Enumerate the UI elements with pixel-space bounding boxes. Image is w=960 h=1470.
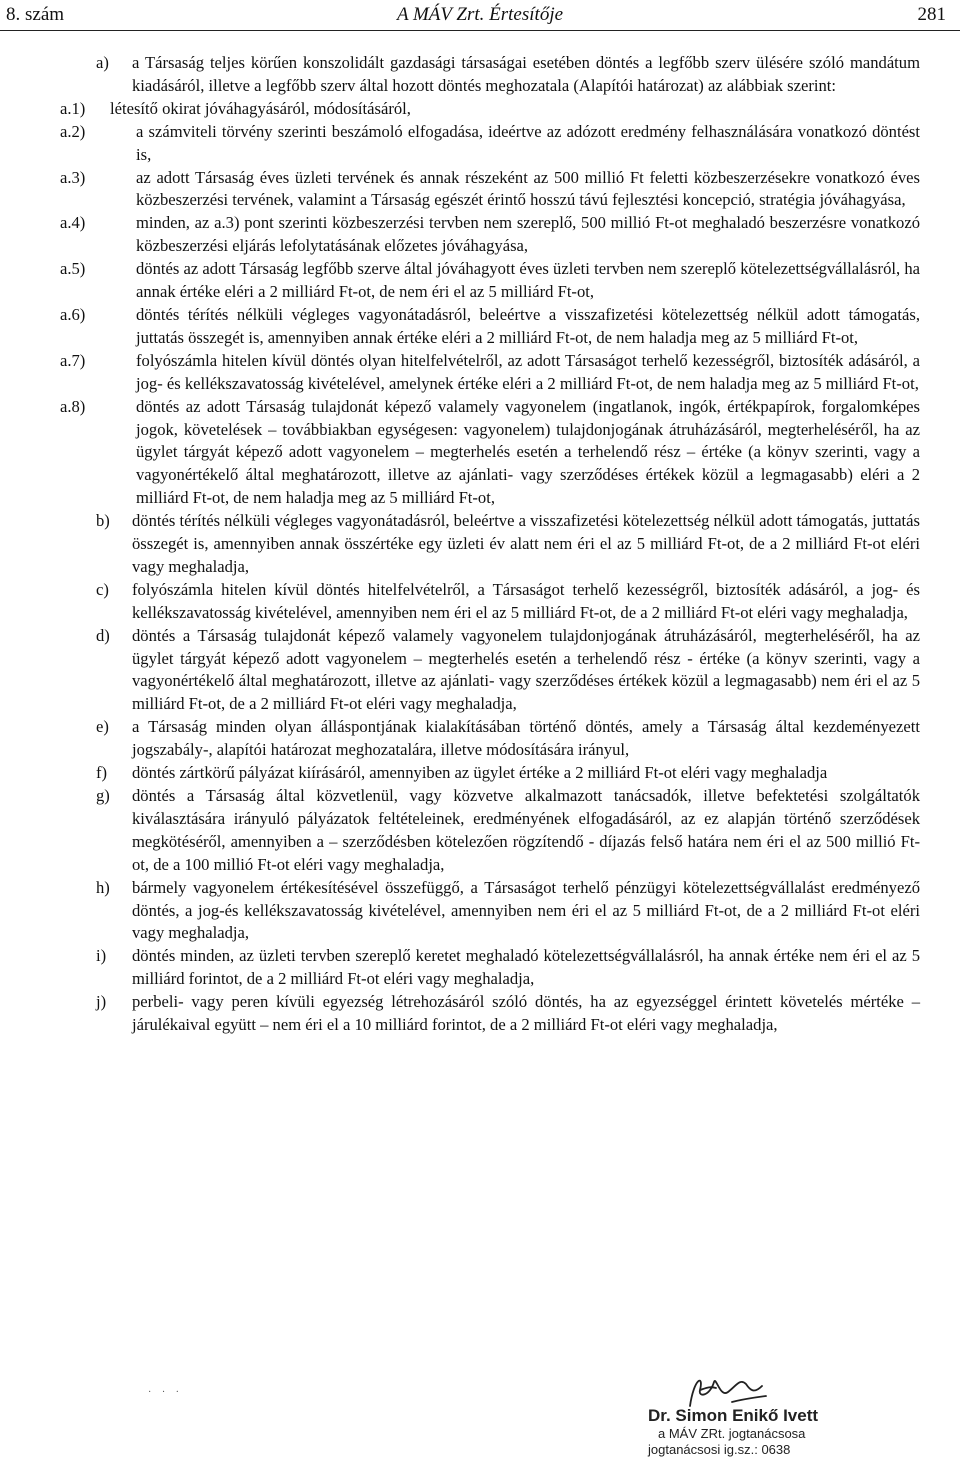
item-text: folyószámla hitelen kívül döntés olyan hitelfelvételről, az adott Társaságot terhelő kezességről, biztosíték adásáról, a jog- és kellékszavatosság kivételével, amelynek értéke eléri a 2 milliárd Ft-ot, de nem haladja meg az 5 milliárd Ft-ot, (136, 350, 920, 393)
item-text: döntés térítés nélküli végleges vagyonátadásról, beleértve a visszafizetési kötelezettség nélkül adott támogatás, juttatás összegét is, amennyiben annak összértéke egy üzleti év alatt nem éri el az 5 milliárd Ft-ot, de a 2 milliárd Ft-ot eléri vagy meghaladja, (132, 511, 920, 576)
item-label: a.3) (60, 167, 86, 187)
item-text: döntés térítés nélküli végleges vagyonátadásról, beleértve a visszafizetési kötelezettség nélkül adott támogatás, juttatás összegét is, amennyiben annak értéke eléri a 2 milliárd Ft-ot, de nem haladja meg az 5 milliárd Ft-ot, (136, 304, 920, 347)
list-item (96, 510, 920, 579)
list-item (60, 98, 920, 121)
item-label: c) (96, 579, 109, 599)
item-text: a Társaság teljes körűen konszolidált gazdasági társaságai esetében döntés a legfőbb szerv ülésére szóló mandátum kiadásáról, illetve a legfőbb szerv által hozott döntés meghozatala (Alapítói határozat) az alábbiak szerint: (132, 53, 920, 95)
item-text: a számviteli törvény szerinti beszámoló elfogadása, ideértve az adózott eredmény felhasználására vonatkozó döntést is, (136, 121, 920, 164)
list-item (60, 396, 920, 511)
item-label: f) (96, 763, 108, 783)
list-item (60, 121, 920, 167)
item-label: h) (96, 877, 110, 897)
item-text: döntés a Társaság tulajdonát képező valamely vagyonelem tulajdonjogának átruházásáról, megterheléséről, ha az ügylet tárgyát képező adott vagyonelem – megterhelés esetén a terhelendő rész - értéke (a könyv szerinti, vagy a vagyonértékelő által meghatározott, illetve az ajánlati- vagy szerződéses értékek közül a legmagasabb) nem éri el az 5 milliárd Ft-ot, de a 2 milliárd Ft-ot eléri vagy meghaladja, (132, 625, 920, 714)
list-item (60, 304, 920, 350)
journal-title: A MÁV Zrt. Értesítője (396, 4, 564, 25)
list-item (60, 258, 920, 304)
list-item (60, 212, 920, 258)
list-item (60, 350, 920, 396)
item-text: folyószámla hitelen kívül döntés hitelfelvételről, a Társaságot terhelő kezességről, biztosíték adásáról, a jog- és kellékszavatosság kivételével, amennyiben nem éri el az 5 milliárd Ft-ot, de a 2 milliárd Ft-ot eléri vagy meghaladja, (132, 579, 920, 622)
item-text: döntés az adott Társaság legfőbb szerve által jóváhagyott éves üzleti tervben nem szereplő kötelezettségvállalásról, ha annak értéke eléri a 2 milliárd Ft-ot, de nem éri el az 5 milliárd Ft-ot, (136, 259, 920, 302)
scan-speck: · · · (148, 1387, 183, 1398)
page-header (0, 0, 960, 31)
item-label: j) (96, 992, 107, 1012)
item-label: b) (96, 511, 110, 531)
list-item (60, 167, 920, 213)
list-item (96, 991, 920, 1037)
list-item (96, 945, 920, 991)
signatory-organization: a MÁV ZRt. jogtanácsosa (658, 1426, 806, 1441)
item-label: a.6) (60, 304, 86, 324)
item-label: a.5) (60, 259, 86, 279)
item-text: perbeli- vagy peren kívüli egyezség létrehozásáról szóló döntés, ha az egyezséggel érintett követelés mértéke – járulékaival együtt – nem éri el a 10 milliárd forintot, de a 2 milliárd Ft-ot eléri vagy meghaladja, (132, 992, 920, 1035)
document-body (60, 52, 920, 1037)
item-text: a Társaság minden olyan álláspontjának kialakításában történő döntés, amely a Társaság által kezdeményezett jogszabály-, alapítói határozat meghozatalára, illetve módosítására irányul, (132, 717, 920, 760)
signatory-name: Dr. Simon Enikő Ivett (648, 1406, 819, 1425)
item-text: döntés a Társaság által közvetlenül, vagy közvetve alkalmazott tanácsadók, illetve befektetési szolgáltatók kiválasztására irányuló pályázatok feltételeinek, eredményének elfogadásáról, az ez alapján történő szerződések megkötéséről, amennyiben a – szerződésben kötelezően rögzítendő - díjazás felső határa nem éri el az 500 millió Ft-ot, de a 100 millió Ft-ot eléri vagy meghaladja, (132, 786, 920, 874)
item-label: a.4) (60, 213, 86, 233)
item-label: a) (96, 53, 109, 72)
item-text: döntés az adott Társaság tulajdonát képező valamely vagyonelem (ingatlanok, ingók, értékpapírok, forgalomképes jogok, követelések – továbbiakban egységesen: vagyonelem) tulajdonjogának átruházásáról, megterheléséről, ha az ügylet tárgyát képező adott vagyonelem – megterhelés esetén a terhelendő rész – értéke (a könyv szerinti, vagy a vagyonértékelő által meghatározott, illetve az ajánlati- vagy szerződéses értékek közül a legmagasabb) eléri a 2 milliárd Ft-ot, de nem haladja meg az 5 milliárd Ft-ot, (136, 396, 920, 508)
page-number: 281 (917, 4, 946, 25)
item-label: a.7) (60, 350, 86, 370)
list-item (96, 716, 920, 762)
list-item (96, 785, 920, 877)
list-item (96, 877, 920, 946)
item-text: létesítő okirat jóváhagyásáról, módosításáról, (110, 98, 411, 118)
item-text: az adott Társaság éves üzleti tervének és annak részeként az 500 millió Ft feletti közbeszerzésekre vonatkozó éves közbeszerzési tervének, valamint a Társaság egészét érintő hosszú távú fejlesztési koncepció, stratégia jóváhagyása, (136, 167, 920, 210)
signature-stamp (648, 1370, 888, 1470)
list-item (96, 579, 920, 625)
item-label: e) (96, 717, 109, 737)
list-item (96, 762, 920, 785)
item-label: a.1) (60, 98, 86, 118)
item-text: bármely vagyonelem értékesítésével összefüggő, a Társaságot terhelő pénzügyi kötelezettségvállalást eredményező döntés, a jog-és kellékszavatosság kivételével, amennyiben nem éri el az 5 milliárd Ft-ot, de a 2 milliárd Ft-ot eléri vagy meghaladja, (132, 877, 920, 943)
item-label: d) (96, 625, 110, 645)
item-label: a.2) (60, 121, 86, 141)
item-text: döntés minden, az üzleti tervben szereplő keretet meghaladó kötelezettségvállalásról, ha annak értéke nem éri el az 5 milliárd forintot, de a 2 milliárd Ft-ot eléri vagy meghaladja, (132, 946, 920, 989)
item-text: minden, az a.3) pont szerinti közbeszerzési tervben nem szereplő, 500 millió Ft-ot meghaladó beszerzésre vonatkozó közbeszerzési eljárás lefolytatásának előzetes jóváhagyása, (136, 213, 920, 256)
registration-number: jogtanácsosi ig.sz.: 0638 (648, 1442, 791, 1457)
item-label: a.8) (60, 396, 86, 416)
list-item (96, 625, 920, 717)
item-label: i) (96, 946, 107, 966)
list-item (96, 52, 920, 98)
item-label: g) (96, 786, 110, 805)
issue-number: 8. szám (6, 4, 65, 25)
item-text: döntés zártkörű pályázat kiírásáról, amennyiben az ügylet értéke a 2 milliárd Ft-ot eléri vagy meghaladja (132, 763, 828, 783)
